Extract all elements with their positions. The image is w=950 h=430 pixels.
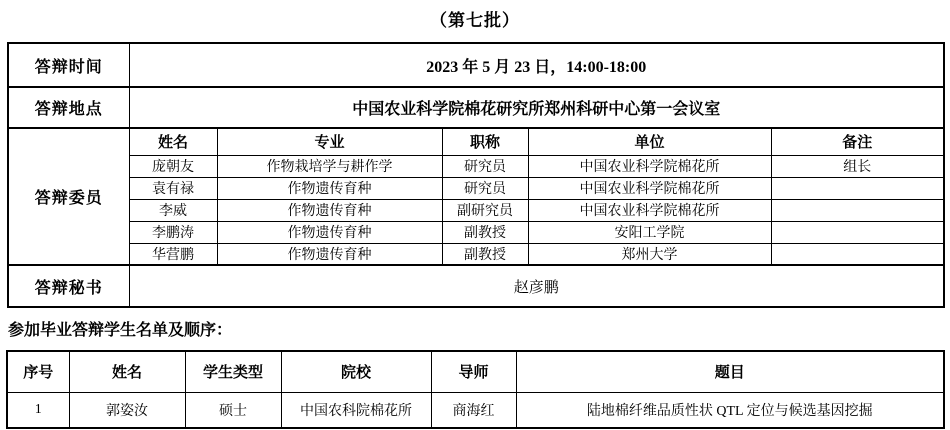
students-table xyxy=(6,350,945,429)
committee-row xyxy=(8,177,944,199)
secretary-row xyxy=(8,265,944,307)
member-note xyxy=(771,177,944,199)
committee-header-major: 专业 xyxy=(217,128,442,155)
defense-location-row xyxy=(8,87,944,128)
defense-location-value: 中国农业科学院棉花研究所郑州科研中心第一会议室 xyxy=(129,87,944,128)
member-major: 作物遗传育种 xyxy=(217,221,442,243)
student-header-type: 学生类型 xyxy=(185,351,281,392)
member-unit: 郑州大学 xyxy=(528,243,771,265)
member-note: 组长 xyxy=(771,155,944,177)
student-advisor: 商海红 xyxy=(431,392,516,428)
defense-location-label: 答辩地点 xyxy=(8,87,129,128)
student-type: 硕士 xyxy=(185,392,281,428)
member-note xyxy=(771,199,944,221)
member-unit: 中国农业科学院棉花所 xyxy=(528,199,771,221)
member-name: 李鹏涛 xyxy=(129,221,217,243)
students-header-row xyxy=(7,351,944,392)
member-title: 研究员 xyxy=(442,177,528,199)
student-name: 郭姿汝 xyxy=(69,392,185,428)
committee-header-note: 备注 xyxy=(771,128,944,155)
member-name: 华营鹏 xyxy=(129,243,217,265)
student-header-name: 姓名 xyxy=(69,351,185,392)
member-major: 作物栽培学与耕作学 xyxy=(217,155,442,177)
secretary-value: 赵彦鹏 xyxy=(129,265,944,307)
member-unit: 中国农业科学院棉花所 xyxy=(528,177,771,199)
member-title: 副教授 xyxy=(442,221,528,243)
committee-row xyxy=(8,221,944,243)
defense-time-value: 2023 年 5 月 23 日，14:00-18:00 xyxy=(129,43,944,87)
member-title: 副教授 xyxy=(442,243,528,265)
defense-time-row xyxy=(8,43,944,87)
member-note xyxy=(771,243,944,265)
student-school: 中国农科院棉花所 xyxy=(281,392,431,428)
committee-row xyxy=(8,199,944,221)
member-title: 研究员 xyxy=(442,155,528,177)
committee-header-unit: 单位 xyxy=(528,128,771,155)
committee-header-row xyxy=(8,128,944,155)
member-note xyxy=(771,221,944,243)
committee-header-title: 职称 xyxy=(442,128,528,155)
member-major: 作物遗传育种 xyxy=(217,177,442,199)
member-name: 李威 xyxy=(129,199,217,221)
student-header-topic: 题目 xyxy=(516,351,944,392)
secretary-label: 答辩秘书 xyxy=(8,265,129,307)
student-header-school: 院校 xyxy=(281,351,431,392)
committee-label: 答辩委员 xyxy=(8,128,129,265)
student-row xyxy=(7,392,944,428)
committee-header-name: 姓名 xyxy=(129,128,217,155)
student-header-no: 序号 xyxy=(7,351,69,392)
committee-row xyxy=(8,155,944,177)
member-unit: 安阳工学院 xyxy=(528,221,771,243)
defense-info-table xyxy=(7,42,945,308)
member-major: 作物遗传育种 xyxy=(217,243,442,265)
defense-time-label: 答辩时间 xyxy=(8,43,129,87)
student-no: 1 xyxy=(7,392,69,428)
member-title: 副研究员 xyxy=(442,199,528,221)
batch-title: （第七批） xyxy=(430,11,520,30)
member-unit: 中国农业科学院棉花所 xyxy=(528,155,771,177)
member-name: 庞朝友 xyxy=(129,155,217,177)
student-header-advisor: 导师 xyxy=(431,351,516,392)
member-major: 作物遗传育种 xyxy=(217,199,442,221)
committee-row xyxy=(8,243,944,265)
student-topic: 陆地棉纤维品质性状 QTL 定位与候选基因挖掘 xyxy=(516,392,944,428)
students-list-heading: 参加毕业答辩学生名单及顺序： xyxy=(8,322,233,339)
member-name: 袁有禄 xyxy=(129,177,217,199)
